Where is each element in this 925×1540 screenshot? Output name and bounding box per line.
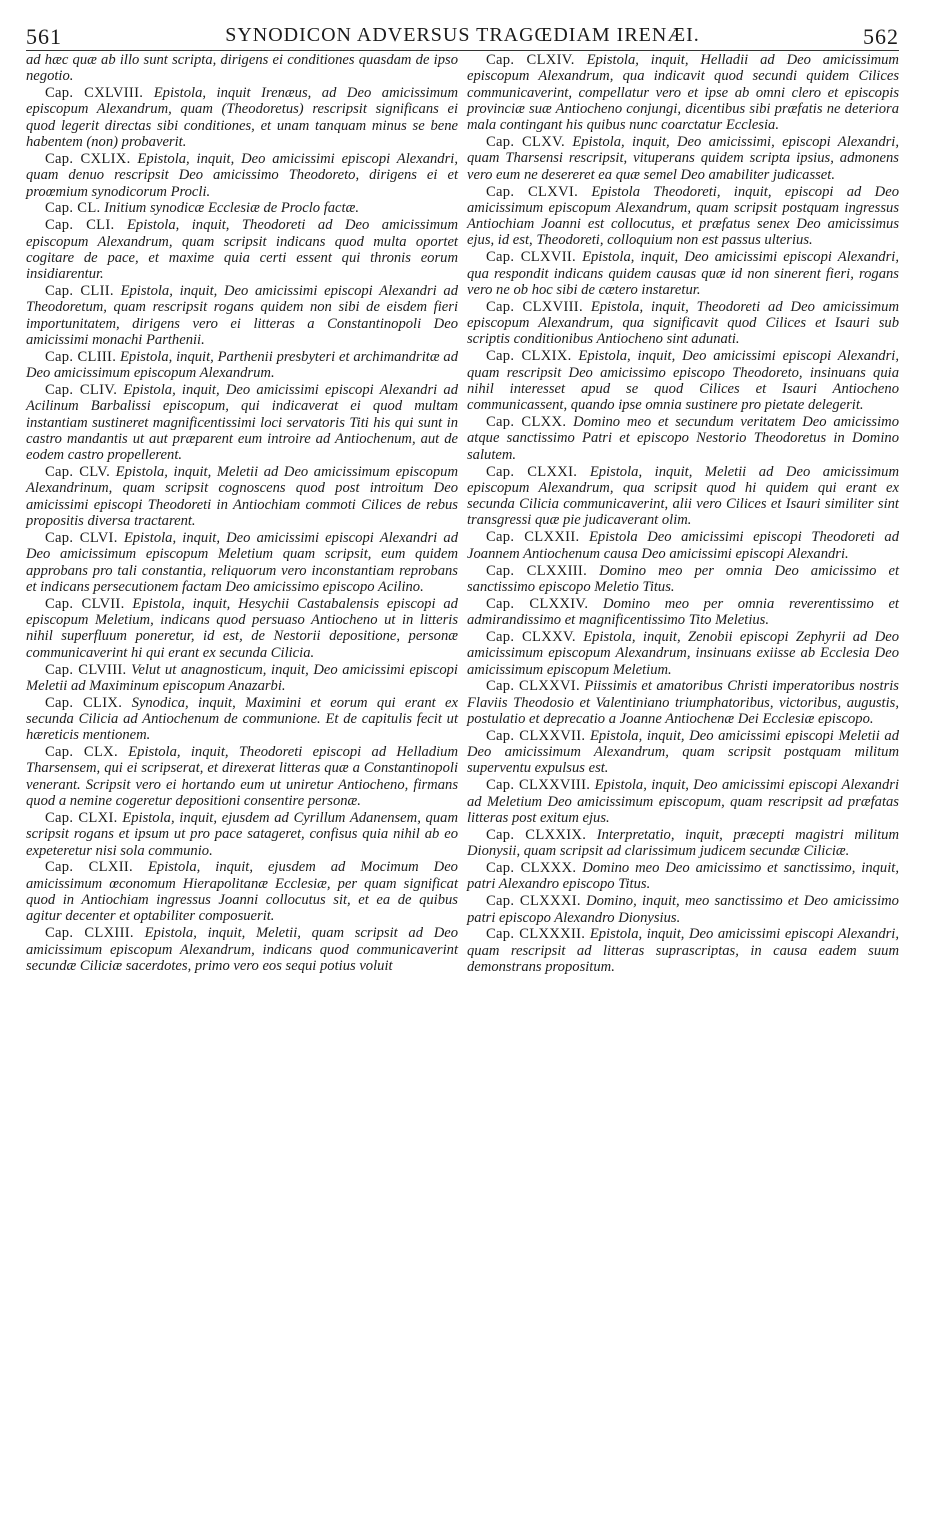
chapter-entry [467, 728, 899, 777]
chapter-summary: Epistola, inquit, ejusdem ad Mocimum Deo amicissimum œconomum Hierapolitanæ Ecclesiæ, per quam significat quod in Antiochiam ingressus Joanni collocutus sit, et ea de quibus agitur decenter et optabiliter composuerit. [26, 859, 458, 925]
chapter-number: Cap. CLIII. [45, 348, 117, 365]
chapter-number: Cap. CLII. [45, 283, 114, 300]
chapter-summary: Epistola, inquit, Deo amicissimi episcopi Alexandri, qua respondit indicans quidem causas quæ id non sinerent fieri, rogans vero ne ob hoc sibi de cætero instaretur. [467, 249, 899, 298]
chapter-number: Cap. CLXV. [486, 134, 565, 151]
chapter-summary: Epistola, inquit Irenæus, ad Deo amicissimum episcopum Alexandrum, quam (Theodoretus) rescripsit significans ei quod legerit directas sibi conditiones, et unam tanquam minus se bene habentem (non) probaverit. [26, 85, 458, 151]
chapter-summary: Domino meo et secundum veritatem Deo amicissimo atque sanctissimo Patri et episcopo Nestorio Theodoretus in Domino salutem. [467, 414, 899, 463]
chapter-summary: Epistola, inquit, Deo amicissimi episcopi Alexandri ad Theodoretum, quam rescripsit rogans quidem non sibi de eisdem fieri importunitatem, dirigens vero ei litteras a Constantinopoli Deo amicissimi monachi Parthenii. [26, 283, 458, 349]
chapter-summary: Epistola, inquit, Deo amicissimi episcopi Alexandri ad Deo amicissimum episcopum Meletium quam scripsit, eum quidem approbans pro tali constantia, reliquorum vero inconstantiam reprobans et indicans persecutionem factam Deo amicissimo episcopo Acilino. [26, 529, 458, 595]
chapter-summary: Synodica, inquit, Maximini et eorum qui erant ex secunda Cilicia ad Antiochenum de communione. Et de capitulis fecit ut hæreticis mentionem. [26, 694, 458, 744]
chapter-entry [467, 249, 899, 298]
chapter-number: Cap. CLXIV. [486, 52, 575, 68]
chapter-summary: Epistola, inquit, Theodoreti episcopi ad Helladium Tharsensem, qui ei scripserat, et direxerat litteras quæ a Constantinopoli venerant. Scripsit vero ei hortando eum ut uniretur Antiocheno, firmans quod a nemine cogeretur depositioni consentire personæ. [26, 744, 458, 810]
chapter-number: Cap. CLIV. [45, 382, 118, 399]
chapter-number: Cap. CLXXV. [486, 628, 576, 645]
chapter-number: Cap. CLXXIII. [486, 562, 588, 579]
chapter-entry [467, 464, 899, 529]
chapter-summary: Epistola, inquit, Meletii ad Deo amicissimum episcopum Alexandrum, qua scripsit quod hi quidem qui erant ex secunda Cilicia communicaverint, alii vero Cilices et Isauri similiter sint transgressi quæ pie judicaverant olim. [467, 463, 900, 529]
chapter-number: Cap. CLXIX. [486, 348, 572, 365]
chapter-summary: Interpretatio, inquit, præcepti magistri militum Dionysii, quam scripsit ad clarissimum judicem secundæ Ciliciæ. [467, 826, 899, 860]
chapter-summary: ad hæc quæ ab illo sunt scripta, dirigens ei conditiones quasdam de ipso negotio. [26, 52, 458, 85]
page-number-right: 562 [863, 24, 899, 49]
chapter-summary: Epistola, inquit, Helladii ad Deo amicissimum episcopum Alexandrum, qua indicavit quod secundi quidem Cilices communicaverint, compellatur vero et ipse ab omni clero et episcopis provinciæ suæ Antiocheno conjungi, dicentibus sibi præfatis ne deteriora mala contingant his quibus nunc coarctatur Ecclesia. [467, 52, 899, 134]
chapter-entry [26, 859, 458, 924]
chapter-entry [467, 926, 899, 975]
chapter-number: Cap. CLI. [45, 217, 115, 234]
left-column [26, 52, 458, 975]
chapter-number: Cap. CLX. [45, 744, 118, 761]
chapter-number: Cap. CLXI. [45, 809, 118, 826]
chapter-number: Cap. CLXIII. [45, 925, 134, 942]
chapter-number: Cap. CLIX. [45, 694, 123, 711]
chapter-entry [26, 283, 458, 348]
chapter-entry [467, 563, 899, 596]
chapter-entry [26, 464, 458, 529]
chapter-entry [26, 695, 458, 744]
chapter-entry [467, 348, 899, 413]
chapter-summary: Epistola, inquit, ejusdem ad Cyrillum Adanensem, quam scripsit rogans et ipsum ut pro pace satageret, confisus quia nihil ab eo expeteretur nisi sola communio. [26, 809, 458, 859]
page-number-left: 561 [26, 24, 62, 49]
chapter-summary: Epistola, inquit, Parthenii presbyteri et archimandritæ ad Deo amicissimum episcopum Alexandrum. [26, 348, 458, 382]
chapter-entry [26, 52, 458, 85]
chapter-number: Cap. CLVII. [45, 595, 125, 612]
chapter-entry [467, 299, 899, 348]
chapter-entry [26, 200, 458, 216]
chapter-summary: Piissimis et amatoribus Christi imperatoribus nostris Flaviis Theodosio et Valentiniano triumphatoribus, victoribus, augustis, postulatio et deprecatio a Joanne Antiochenæ Dei Ecclesiæ episcopo. [467, 678, 899, 727]
chapter-summary: Epistola, inquit, Theodoreti ad Deo amicissimum episcopum Alexandrum, qua significavit quod Cilices et Isauri sub scriptis conditionibus Antiocheno sint adunati. [467, 298, 899, 348]
chapter-entry [26, 151, 458, 200]
chapter-summary: Epistola, inquit, Zenobii episcopi Zephyrii ad Deo amicissimum episcopum Alexandrum, insinuans exiisse ab Ecclesia Deo amicissimum episcopum Meletium. [467, 628, 900, 678]
chapter-entry [467, 860, 899, 893]
chapter-summary: Domino meo per omnia Deo amicissimo et sanctissimo episcopo Meletio Titus. [467, 562, 899, 595]
chapter-number: Cap. CLXXXI. [486, 893, 581, 910]
chapter-summary: Epistola, inquit, Meletii ad Deo amicissimum episcopum Alexandrinum, quam scripsit cognoscens quod post introitum Deo amicissimi episcopi Theodoreti in Antiochiam commoti Cilices de rebus propositis diversa tractarent. [26, 464, 458, 530]
chapter-summary: Epistola, inquit, Deo amicissimi episcopi Alexandri ad Acilinum Barbalissi episcopum, qui indicaverat ei quod multam instantiam sustineret magnificentissimi loci servatoris Titi his qui sunt in castro mandantis ut aut præparent eum introire ad Antiochenum, aut de eodem castro propellerent. [26, 382, 458, 464]
chapter-entry [467, 184, 899, 249]
chapter-summary: Velut ut anagnosticum, inquit, Deo amicissimi episcopi Meletii ad Maximinum episcopum Anazarbi. [26, 661, 458, 694]
chapter-number: Cap. CLV. [45, 464, 111, 481]
chapter-summary: Epistola Deo amicissimi episcopi Theodoreti ad Joannem Antiochenum causa Deo amicissimi episcopi Alexandri. [467, 529, 900, 562]
chapter-number: Cap. CLVI. [45, 529, 118, 546]
chapter-entry [26, 382, 458, 463]
chapter-entry [26, 662, 458, 695]
chapter-entry [467, 134, 899, 183]
chapter-number: Cap. CLXVIII. [486, 298, 583, 315]
chapter-entry [467, 52, 899, 133]
chapter-summary: Domino meo Deo amicissimo et sanctissimo, inquit, patri Alexandro episcopo Titus. [467, 860, 899, 893]
chapter-summary: Epistola, inquit, Deo amicissimi, episcopi Alexandri, quam Tharsensi rescripsit, vituperans quidem scripta ipsius, admonens vero eum ne desereret ea quæ semel Deo amabiliter judicasset. [467, 134, 899, 183]
chapter-summary: Domino meo per omnia reverentissimo et admirandissimo et magnificentissimo Tito Meletius. [467, 595, 899, 629]
chapter-summary: Epistola, inquit, Deo amicissimi episcopi Alexandri, quam rescripsit ad litteras suprascriptas, in causa eadem suum demonstrans propositum. [467, 926, 899, 976]
chapter-entry [467, 529, 899, 562]
chapter-summary: Epistola, inquit, Deo amicissimi episcopi Alexandri, quam rescripsit Deo amicissimo episcopo Theodoreto, insinuans quia nihil interesset apud se quod Cilices et Isauri Antiocheno communicassent, quando ipse omnia sustinere pro pietate delegerit. [467, 348, 899, 414]
chapter-entry [26, 85, 458, 150]
chapter-number: Cap. CLXXI. [486, 463, 578, 480]
chapter-entry [467, 893, 899, 926]
chapter-entry [26, 744, 458, 809]
chapter-number: Cap. CL. [45, 200, 101, 217]
chapter-summary: Epistola, inquit, Theodoreti ad Deo amicissimum episcopum Alexandrum, quam scripsit indicans quod multa oportet cogitare de pace, et maxime quia certi essent qui thronis eorum insidiarentur. [26, 217, 458, 283]
chapter-number: Cap. CLXXII. [486, 529, 580, 546]
chapter-number: Cap. CXLVIII. [45, 85, 144, 102]
chapter-summary: Epistola, inquit, Meletii, quam scripsit ad Deo amicissimum episcopum Alexandrum, indicans quod communicaverint secundæ Ciliciæ sacerdotes, primo vero eos sequi potius voluit [26, 925, 459, 974]
chapter-summary: Domino, inquit, meo sanctissimo et Deo amicissimo patri episcopo Alexandro Dionysius. [467, 893, 899, 926]
chapter-number: Cap. CLXXVI. [486, 678, 580, 695]
chapter-summary: Epistola, inquit, Deo amicissimi episcopi Alexandri ad Meletium Deo amicissimum episcopum, quam rescripsit ad præfatas litteras post exitum ejus. [467, 777, 900, 826]
running-title: SYNODICON ADVERSUS TRAGŒDIAM IRENÆI. [225, 24, 700, 46]
header-rule [26, 50, 899, 51]
chapter-number: Cap. CLXXIV. [486, 595, 589, 612]
chapter-number: Cap. CLXII. [45, 859, 133, 876]
chapter-summary: Epistola, inquit, Deo amicissimi episcopi Meletii ad Deo amicissimum Alexandrum, quam scripsit postquam militum superventu expulsus est. [467, 727, 899, 777]
chapter-number: Cap. CLXXVII. [486, 727, 586, 744]
chapter-number: Cap. CLXXXII. [486, 926, 586, 943]
chapter-summary: Epistola, inquit, Hesychii Castabalensis episcopi ad episcopum Meletium, indicans quod persuaso Antiocheno ut in litteris nihil superfluum poneretur, id est, de Nestorii depositione, personæ communicaverint hi qui erant ex secunda Cilicia. [26, 595, 458, 661]
chapter-number: Cap. CLXX. [486, 414, 567, 431]
chapter-number: Cap. CLXXIX. [486, 826, 587, 843]
chapter-entry [467, 827, 899, 860]
chapter-number: Cap. CLVIII. [45, 661, 127, 678]
chapter-entry [26, 349, 458, 382]
chapter-entry [467, 596, 899, 629]
chapter-entry [26, 530, 458, 595]
chapter-summary: Epistola Theodoreti, inquit, episcopi ad Deo amicissimum episcopum Alexandrum, quam scripsit postquam ingressus Antiochiam Joanni est collocutus, et præfatus senex Deo amicissimus ejus, id est, Theodoreti, colloquium non est passus ulterius. [467, 183, 899, 249]
chapter-entry [467, 777, 899, 826]
chapter-entry [467, 678, 899, 727]
chapter-summary: Epistola, inquit, Deo amicissimi episcopi Alexandri, quam denuo rescripsit Deo amicissimo Theodoreto, dirigens ei et proœmium synodicorum Procli. [26, 150, 458, 200]
chapter-summary: Initium synodicæ Ecclesiæ de Proclo factæ. [104, 200, 359, 217]
chapter-number: Cap. CLXXVIII. [486, 777, 591, 794]
chapter-entry [467, 629, 899, 678]
chapter-entry [26, 810, 458, 859]
chapter-number: Cap. CLXVI. [486, 183, 579, 200]
chapter-entry [467, 414, 899, 463]
chapter-number: Cap. CXLIX. [45, 150, 131, 167]
page-header [26, 10, 899, 54]
chapter-number: Cap. CLXVII. [486, 249, 576, 266]
chapter-number: Cap. CLXXX. [486, 860, 577, 877]
chapter-entry [26, 925, 458, 974]
chapter-entry [26, 217, 458, 282]
chapter-entry [26, 596, 458, 661]
right-column [467, 52, 899, 976]
